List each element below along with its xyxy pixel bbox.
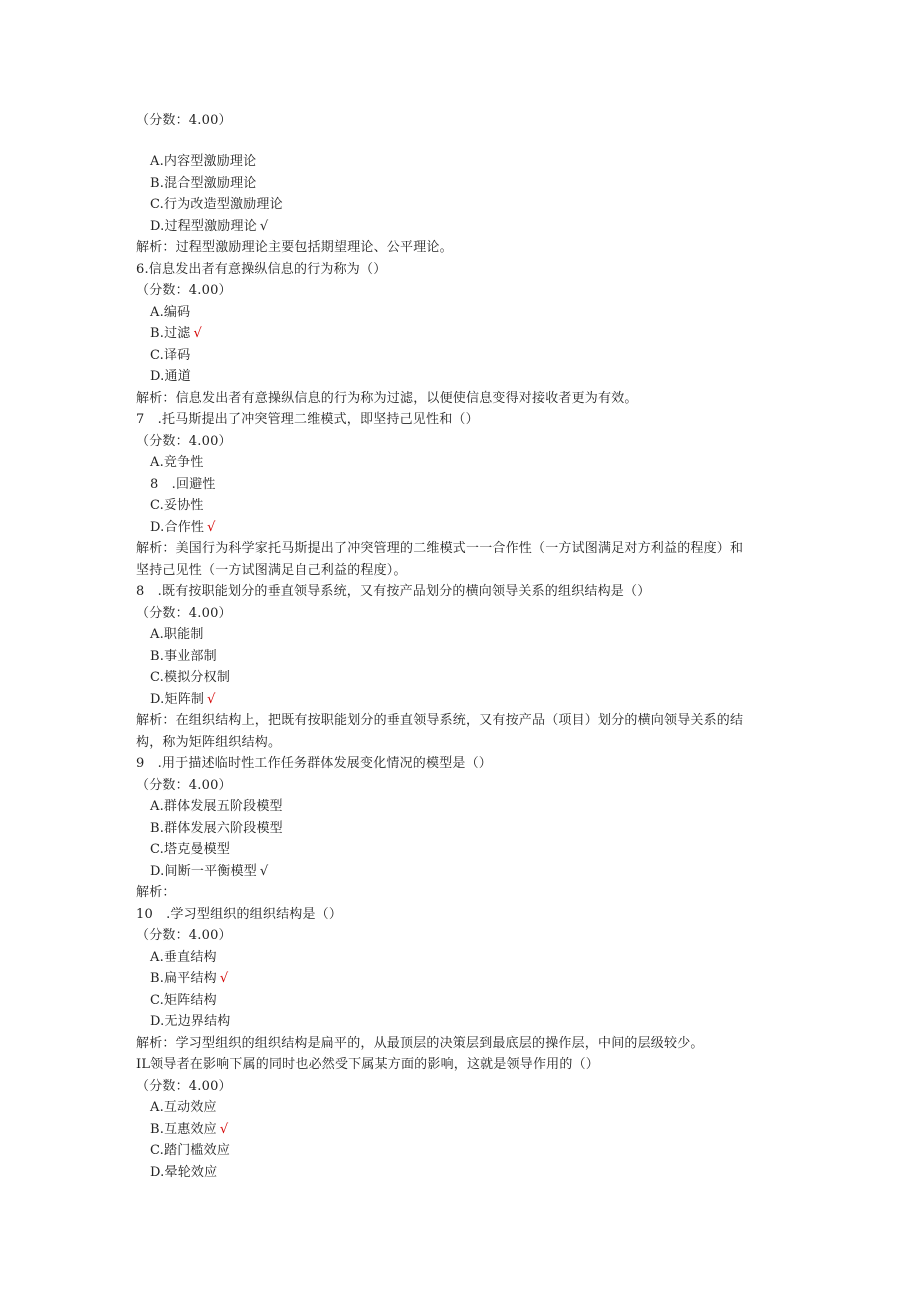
analysis-line: 解析：学习型组织的组织结构是扁平的，从最顶层的决策层到最底层的操作层，中间的层级较少。 xyxy=(136,1036,704,1051)
option-a: A.内容型激励理论 xyxy=(150,154,257,169)
option-a: A.职能制 xyxy=(150,627,204,642)
option-c: C.塔克曼模型 xyxy=(150,842,231,857)
option-b: 8 .回避性 xyxy=(150,477,216,492)
score-line: （分数：4.00） xyxy=(136,283,232,298)
analysis-line: 解析：信息发出者有意操纵信息的行为称为过滤，以便使信息变得对接收者更为有效。 xyxy=(136,391,638,406)
question-9: 9 .用于描述临时性工作任务群体发展变化情况的模型是（） xyxy=(136,756,493,771)
option-c: C.妥协性 xyxy=(150,498,204,513)
option-d: D.通道 xyxy=(150,369,191,384)
analysis-line: 解析：美国行为科学家托马斯提出了冲突管理的二维模式一一合作性（一方试图满足对方利益的程度）和 xyxy=(136,541,744,556)
option-c: C.矩阵结构 xyxy=(150,993,217,1008)
option-a: A.垂直结构 xyxy=(150,950,217,965)
score-line: （分数：4.00） xyxy=(136,606,232,621)
option-d: D.过程型激励理论 √ xyxy=(150,219,269,234)
option-a: A.编码 xyxy=(150,305,191,320)
option-b: B.混合型激励理论 xyxy=(150,176,257,191)
option-c: C.行为改造型激励理论 xyxy=(150,197,283,212)
analysis-line: 解析： xyxy=(136,885,176,900)
score-line: （分数：4.00） xyxy=(136,113,232,128)
correct-check-icon: √ xyxy=(207,692,216,707)
option-a: A.竞争性 xyxy=(150,455,204,470)
analysis-line: 解析：在组织结构上，把既有按职能划分的垂直领导系统，又有按产品（项目）划分的横向领导关系的结 xyxy=(136,713,744,728)
option-c: C.模拟分权制 xyxy=(150,670,231,685)
option-d: D.矩阵制 √ xyxy=(150,692,216,707)
question-6: 6.信息发出者有意操纵信息的行为称为（） xyxy=(136,262,387,277)
option-c: C.译码 xyxy=(150,348,191,363)
option-d: D.晕轮效应 xyxy=(150,1165,218,1180)
option-b: B.扁平结构 √ xyxy=(150,971,229,986)
option-d: D.无边界结构 xyxy=(150,1014,231,1029)
score-line: （分数：4.00） xyxy=(136,434,232,449)
question-10: 10 .学习型组织的组织结构是（） xyxy=(136,907,343,922)
score-line: （分数：4.00） xyxy=(136,1079,232,1094)
correct-check-icon: √ xyxy=(219,1122,229,1137)
option-b: B.事业部制 xyxy=(150,649,217,664)
option-b: B.互惠效应 √ xyxy=(150,1122,229,1137)
correct-check-icon: √ xyxy=(219,971,229,986)
score-line: （分数：4.00） xyxy=(136,928,232,943)
correct-check-icon: √ xyxy=(207,520,216,535)
option-b: B.过滤 √ xyxy=(150,326,202,341)
option-d: D.合作性 √ xyxy=(150,520,216,535)
analysis-line-continued: 坚持己见性（一方试图满足自己利益的程度）。 xyxy=(136,563,407,578)
score-line: （分数：4.00） xyxy=(136,778,232,793)
option-c: C.踏门槛效应 xyxy=(150,1143,231,1158)
option-d: D.间断一平衡模型 √ xyxy=(150,864,269,879)
question-8: 8 .既有按职能划分的垂直领导系统，又有按产品划分的横向领导关系的组织结构是（） xyxy=(136,584,651,599)
option-b: B.群体发展六阶段模型 xyxy=(150,821,283,836)
analysis-line-continued: 构，称为矩阵组织结构。 xyxy=(136,735,282,750)
option-a: A.互动效应 xyxy=(150,1100,217,1115)
analysis-line: 解析：过程型激励理论主要包括期望理论、公平理论。 xyxy=(136,240,453,255)
correct-check-icon: √ xyxy=(259,219,269,234)
correct-check-icon: √ xyxy=(259,864,269,879)
question-11: IL领导者在影响下属的同时也必然受下属某方面的影响，这就是领导作用的（） xyxy=(136,1057,599,1072)
question-7: 7 .托马斯提出了冲突管理二维模式，即坚持己见性和（） xyxy=(136,412,479,427)
correct-check-icon: √ xyxy=(193,326,202,341)
option-a: A.群体发展五阶段模型 xyxy=(150,799,283,814)
